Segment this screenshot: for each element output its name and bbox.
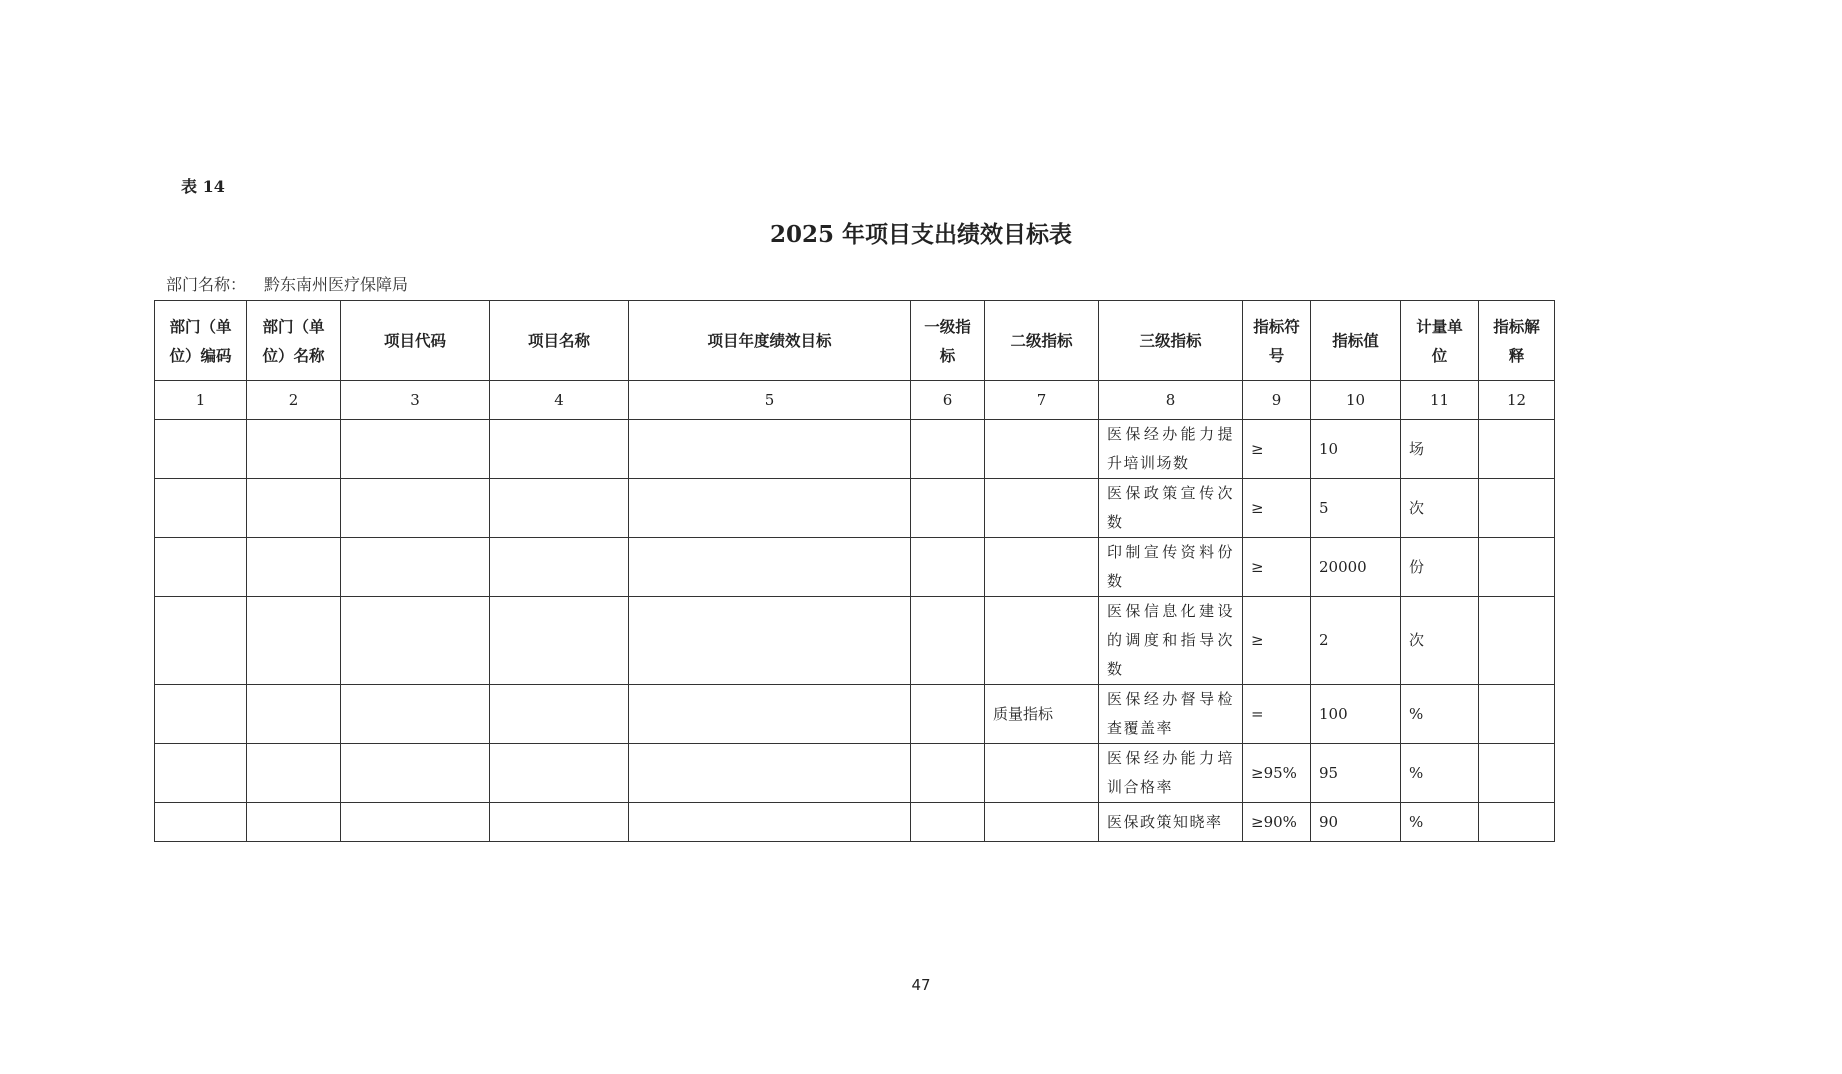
- unit-cell: 次: [1401, 597, 1479, 685]
- column-number-row: [155, 381, 1555, 420]
- note-cell: [1479, 803, 1555, 842]
- department-line: [166, 272, 408, 295]
- column-number: 12: [1479, 381, 1555, 420]
- column-number: 10: [1311, 381, 1401, 420]
- level3-cell: 印制宣传资料份数: [1099, 538, 1243, 597]
- value-cell: 20000: [1311, 538, 1401, 597]
- column-number: 7: [985, 381, 1099, 420]
- level2-cell: [985, 597, 1099, 685]
- value-cell: 2: [1311, 597, 1401, 685]
- symbol-cell: ≥: [1243, 597, 1311, 685]
- header-cell: 部门（单位）编码: [155, 301, 247, 381]
- level2-cell: [985, 803, 1099, 842]
- column-number: 1: [155, 381, 247, 420]
- table-row: [155, 538, 1555, 597]
- note-cell: [1479, 479, 1555, 538]
- department-label: 部门名称：: [166, 275, 247, 294]
- table-row: [155, 597, 1555, 685]
- level2-cell: 质量指标: [985, 685, 1099, 744]
- header-cell: 一级指标: [911, 301, 985, 381]
- note-cell: [1479, 420, 1555, 479]
- header-cell: 部门（单位）名称: [247, 301, 341, 381]
- table-row: [155, 420, 1555, 479]
- symbol-cell: ≥: [1243, 479, 1311, 538]
- note-cell: [1479, 744, 1555, 803]
- level3-cell: 医保政策宣传次数: [1099, 479, 1243, 538]
- level3-cell: 医保经办能力提升培训场数: [1099, 420, 1243, 479]
- column-number: 3: [341, 381, 490, 420]
- unit-cell: 场: [1401, 420, 1479, 479]
- page-number: 47: [911, 976, 931, 994]
- symbol-cell: ≥: [1243, 420, 1311, 479]
- symbol-cell: ≥95%: [1243, 744, 1311, 803]
- level2-cell: [985, 744, 1099, 803]
- header-cell: 二级指标: [985, 301, 1099, 381]
- header-cell: 指标符号: [1243, 301, 1311, 381]
- symbol-cell: =: [1243, 685, 1311, 744]
- level3-cell: 医保经办督导检查覆盖率: [1099, 685, 1243, 744]
- symbol-cell: ≥: [1243, 538, 1311, 597]
- note-cell: [1479, 538, 1555, 597]
- performance-target-table: [154, 300, 1555, 842]
- table-row: [155, 685, 1555, 744]
- header-cell: 项目年度绩效目标: [629, 301, 911, 381]
- value-cell: 100: [1311, 685, 1401, 744]
- department-name: 黔东南州医疗保障局: [264, 275, 409, 294]
- value-cell: 90: [1311, 803, 1401, 842]
- column-number: 5: [629, 381, 911, 420]
- header-cell: 指标值: [1311, 301, 1401, 381]
- value-cell: 10: [1311, 420, 1401, 479]
- header-cell: 项目名称: [490, 301, 629, 381]
- table-row: [155, 479, 1555, 538]
- level2-cell: [985, 538, 1099, 597]
- header-cell: 计量单位: [1401, 301, 1479, 381]
- header-cell: 三级指标: [1099, 301, 1243, 381]
- column-number: 2: [247, 381, 341, 420]
- table-row: [155, 803, 1555, 842]
- unit-cell: %: [1401, 685, 1479, 744]
- unit-cell: 次: [1401, 479, 1479, 538]
- note-cell: [1479, 597, 1555, 685]
- value-cell: 95: [1311, 744, 1401, 803]
- unit-cell: 份: [1401, 538, 1479, 597]
- note-cell: [1479, 685, 1555, 744]
- level2-cell: [985, 479, 1099, 538]
- column-number: 6: [911, 381, 985, 420]
- value-cell: 5: [1311, 479, 1401, 538]
- level2-cell: [985, 420, 1099, 479]
- header-cell: 指标解释: [1479, 301, 1555, 381]
- header-cell: 项目代码: [341, 301, 490, 381]
- table-number: 表 14: [181, 177, 225, 196]
- symbol-cell: ≥90%: [1243, 803, 1311, 842]
- column-number: 11: [1401, 381, 1479, 420]
- table-row: [155, 744, 1555, 803]
- unit-cell: %: [1401, 744, 1479, 803]
- column-number: 9: [1243, 381, 1311, 420]
- header-row: [155, 301, 1555, 381]
- level3-cell: 医保政策知晓率: [1099, 803, 1243, 842]
- column-number: 8: [1099, 381, 1243, 420]
- unit-cell: %: [1401, 803, 1479, 842]
- page-title: 2025 年项目支出绩效目标表: [769, 221, 1073, 248]
- column-number: 4: [490, 381, 629, 420]
- level3-cell: 医保经办能力培训合格率: [1099, 744, 1243, 803]
- level3-cell: 医保信息化建设的调度和指导次数: [1099, 597, 1243, 685]
